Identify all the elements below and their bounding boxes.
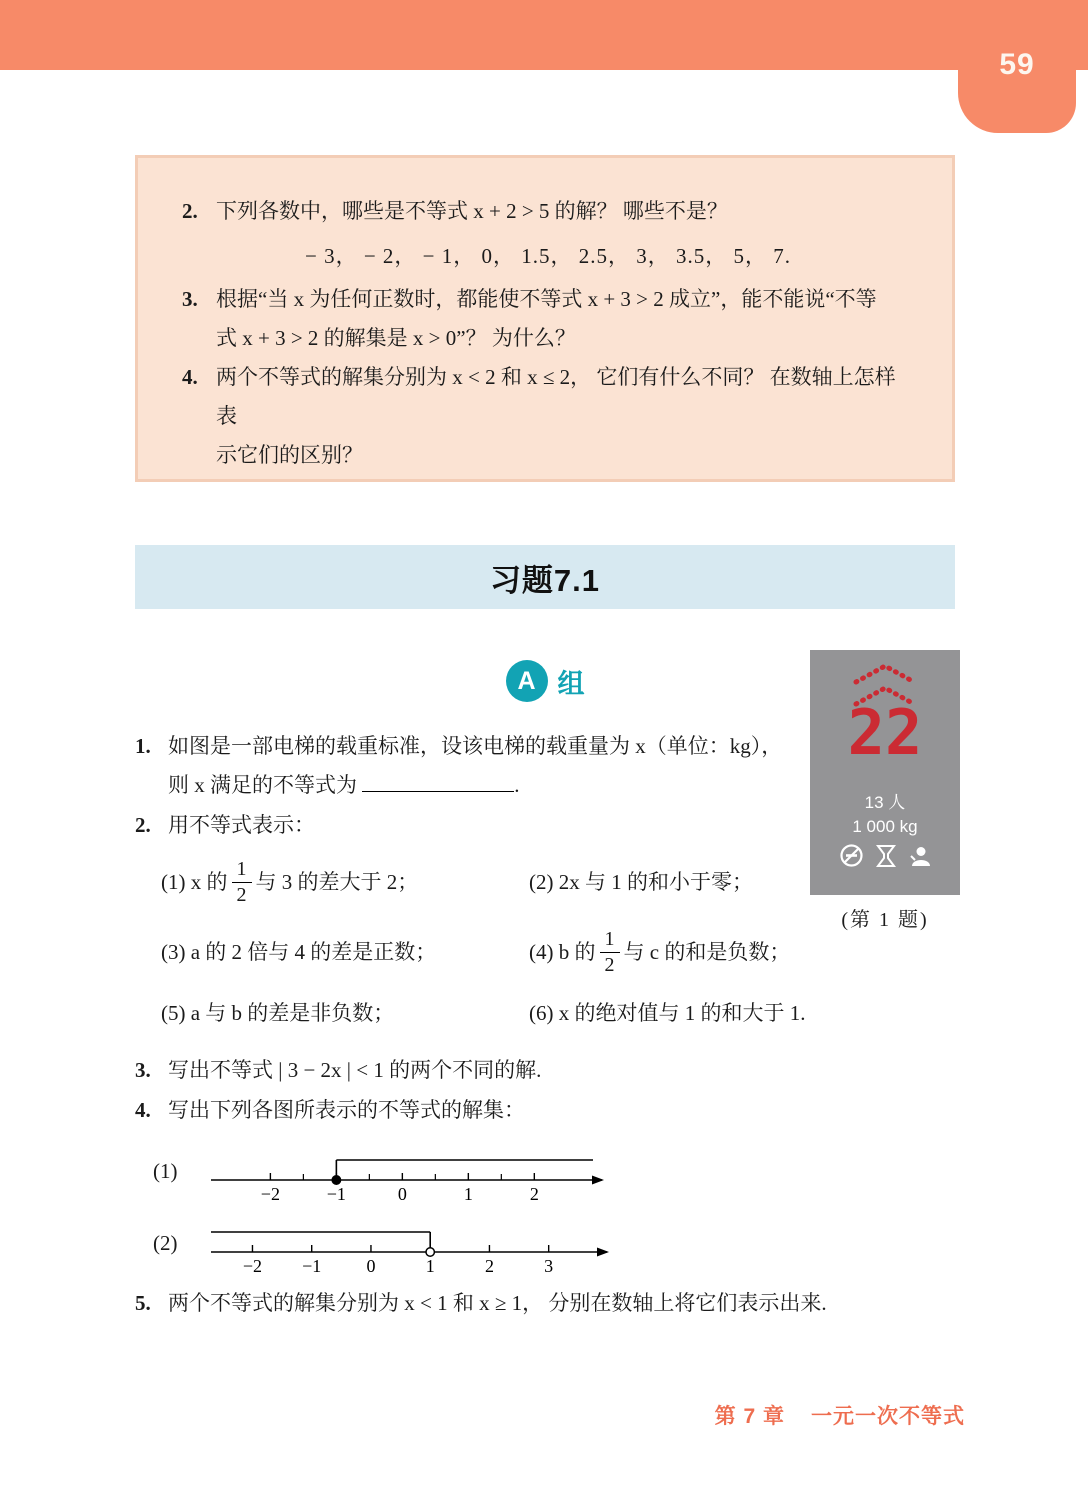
problem-5-text: 两个不等式的解集分别为 x < 1 和 x ≥ 1， 分别在数轴上将它们表示出来.	[168, 1291, 827, 1315]
subitem-text: 与 c 的和是负数；	[623, 939, 791, 964]
top-accent-bar	[0, 0, 1088, 70]
subitem-5	[161, 991, 529, 1035]
problem-3	[135, 1051, 835, 1090]
svg-text:2: 2	[529, 1184, 539, 1202]
numberline-2-label: (2)	[153, 1230, 178, 1255]
problem-list	[135, 727, 835, 1324]
svg-text:0: 0	[397, 1184, 407, 1202]
svg-text:−2: −2	[242, 1256, 263, 1274]
group-a-badge: A	[506, 660, 548, 702]
subitem-text: (6) x 的绝对值与 1 的和大于 1.	[529, 1000, 806, 1025]
subitem-text: (2) 2x 与 1 的和小于零；	[529, 869, 753, 894]
problem-2-subitems	[135, 851, 835, 1049]
exercise-title: 习题7.1	[489, 562, 601, 598]
problem-number: 4.	[135, 1098, 151, 1122]
question-3-continuation: 式 x + 3 > 2 的解集是 x > 0”？ 为什么？	[216, 326, 576, 350]
group-a-label: 组	[557, 668, 585, 699]
fraction: $\frac{1}{2}$	[232, 858, 252, 907]
subitem-text: (4) b 的	[529, 939, 596, 964]
subitem-text: (3) a 的 2 倍与 4 的差是正数；	[161, 939, 437, 964]
question-2	[182, 192, 914, 231]
page-number: 59	[999, 48, 1035, 81]
question-text: 下列各数中，哪些是不等式 x + 2 > 5 的解？ 哪些不是？	[216, 199, 728, 223]
problem-1-period: .	[514, 773, 520, 797]
problem-1	[135, 727, 835, 805]
question-2-number-list: − 3， − 2， − 1， 0， 1.5， 2.5， 3， 3.5， 5， 7.	[304, 244, 792, 268]
person-icon	[908, 844, 932, 868]
footer-chapter: 第 7 章	[714, 1405, 785, 1428]
page-number-tab	[958, 0, 1076, 133]
svg-text:−1: −1	[302, 1256, 322, 1274]
question-number: 4.	[182, 365, 198, 389]
chapter-footer	[715, 1400, 965, 1430]
figure-caption: (第 1 题)	[841, 909, 929, 931]
question-text: 两个不等式的解集分别为 x < 2 和 x ≤ 2， 它们有什么不同？ 在数轴上怎样表	[216, 365, 896, 428]
answer-blank	[362, 772, 514, 792]
problem-1-line2	[168, 766, 835, 805]
numberline-2-row	[153, 1212, 835, 1274]
subitem-6	[529, 991, 835, 1035]
elevator-icon-row	[839, 843, 932, 868]
question-number: 3.	[182, 287, 198, 311]
svg-text:3: 3	[544, 1256, 554, 1274]
problem-4	[135, 1091, 835, 1130]
svg-text:1: 1	[425, 1256, 435, 1274]
problem-2-intro: 用不等式表示：	[168, 813, 315, 837]
numberline-1-label: (1)	[153, 1158, 178, 1183]
svg-text:1: 1	[463, 1184, 473, 1202]
subitem-text: (5) a 与 b 的差是非负数；	[161, 1000, 395, 1025]
svg-text:−2: −2	[260, 1184, 280, 1202]
question-text: 根据“当 x 为任何正数时，都能使不等式 x + 3 > 2 成立”，能不能说“不等	[216, 287, 877, 311]
capacity-people: 13 人	[864, 793, 906, 812]
problem-2	[135, 806, 835, 845]
subitem-2	[529, 851, 835, 913]
svg-text:2: 2	[484, 1256, 494, 1274]
floor-indicator: 22	[847, 696, 923, 769]
subitem-1	[161, 851, 529, 913]
problem-4-text: 写出下列各图所表示的不等式的解集：	[168, 1098, 525, 1122]
svg-text:0: 0	[366, 1256, 376, 1274]
subitem-4	[529, 921, 835, 983]
fraction: $\frac{1}{2}$	[600, 928, 620, 977]
svg-text:−1: −1	[326, 1184, 346, 1202]
problem-3-text: 写出不等式 | 3 − 2x | < 1 的两个不同的解.	[168, 1058, 542, 1082]
subitem-text: 与 3 的差大于 2；	[255, 869, 419, 894]
problem-5	[135, 1284, 835, 1323]
problem-1-line2-text: 则 x 满足的不等式为	[168, 773, 357, 797]
numberline-1-row	[153, 1140, 835, 1202]
question-number: 2.	[182, 199, 198, 223]
problem-1-line1: 如图是一部电梯的载重标准，设该电梯的载重量为 x（单位：kg），	[168, 734, 783, 758]
problem-number: 3.	[135, 1058, 151, 1082]
problem-number: 5.	[135, 1291, 151, 1315]
subitem-text: (1) x 的	[161, 869, 228, 894]
no-smoking-icon	[839, 843, 864, 868]
elevator-display-panel	[810, 650, 960, 895]
numberline-2-diagram	[205, 1212, 610, 1274]
review-question-box	[135, 155, 955, 482]
capacity-weight: 1 000 kg	[852, 817, 918, 836]
question-4	[182, 358, 914, 436]
question-4-continuation: 示它们的区别？	[216, 443, 363, 467]
problem-number: 2.	[135, 813, 151, 837]
numberline-1-diagram	[205, 1140, 605, 1202]
exercise-banner	[135, 545, 955, 609]
hourglass-icon	[876, 844, 896, 868]
footer-title: 一元一次不等式	[811, 1405, 965, 1428]
subitem-3	[161, 921, 529, 983]
problem-number: 1.	[135, 734, 151, 758]
question-3	[182, 280, 914, 319]
